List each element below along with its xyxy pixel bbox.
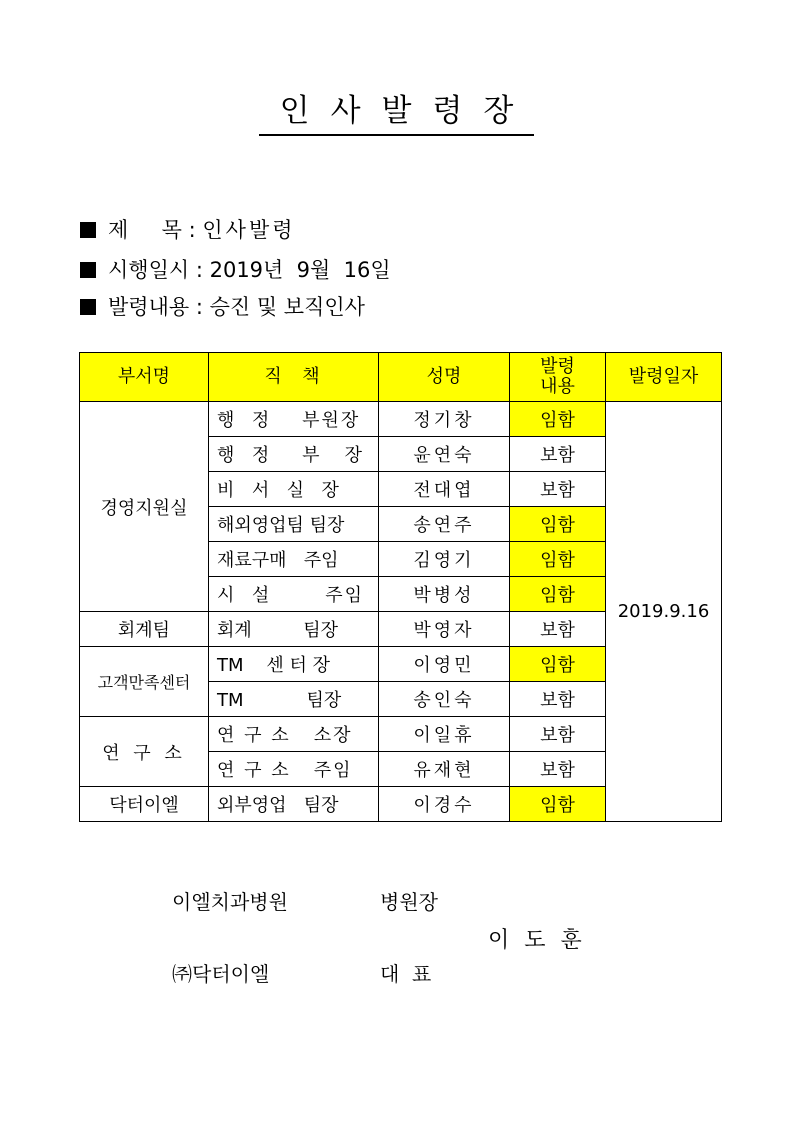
dept-cell: 고객만족센터: [80, 647, 209, 717]
table-row: 경영지원실 행 정 부원장 정기창 임함 2019.9.16: [80, 402, 722, 437]
signature-person: 이 도 훈: [488, 928, 586, 953]
dept-cell: 회계팀: [80, 612, 209, 647]
table-header-row: [80, 353, 722, 402]
square-bullet-icon: [80, 222, 96, 238]
table-row: 연 구 소 주임 유재현 보함: [80, 752, 722, 787]
signature-title2: 대 표: [380, 962, 432, 986]
table-row: TM 팀장 송인숙 보함: [80, 682, 722, 717]
header-position: 직 책: [209, 353, 379, 402]
appointment-table: [79, 352, 722, 822]
table-row: 재료구매 주임 김영기 임함: [80, 542, 722, 577]
table-row: 연 구 소 연 구 소 소장 이일휴 보함: [80, 717, 722, 752]
table-row: 행 정 부 장 윤연숙 보함: [80, 437, 722, 472]
table-row: 고객만족센터 TM 센 터 장 이영민 임함: [80, 647, 722, 682]
date-cell: 2019.9.16: [606, 402, 722, 822]
page-title: 인사발령장: [0, 92, 793, 136]
table-row: 회계팀 회계 팀장 박영자 보함: [80, 612, 722, 647]
table-row: 시 설 주임 박병성 임함: [80, 577, 722, 612]
dept-cell: 경영지원실: [80, 402, 209, 612]
dept-cell: 연 구 소: [80, 717, 209, 787]
signature-org2: ㈜닥터이엘: [172, 962, 270, 986]
header-type: 발령 내용: [510, 353, 606, 402]
info-content: 발령내용 : 승진 및 보직인사: [80, 293, 365, 321]
info-subject: 제 목 : 인사발령: [80, 216, 296, 244]
square-bullet-icon: [80, 299, 96, 315]
square-bullet-icon: [80, 262, 96, 278]
info-date: 시행일시 : 2019년 9월 16일: [80, 256, 391, 284]
header-name: 성명: [379, 353, 510, 402]
table-row: 비 서 실 장 전대엽 보함: [80, 472, 722, 507]
dept-cell: 닥터이엘: [80, 787, 209, 822]
table-row: 닥터이엘 외부영업 팀장 이경수 임함: [80, 787, 722, 822]
table-row: 해외영업팀 팀장 송연주 임함: [80, 507, 722, 542]
header-department: 부서명: [80, 353, 209, 402]
signature-title1: 병원장: [380, 890, 438, 914]
signature-org1: 이엘치과병원: [172, 890, 288, 914]
header-date: 발령일자: [606, 353, 722, 402]
